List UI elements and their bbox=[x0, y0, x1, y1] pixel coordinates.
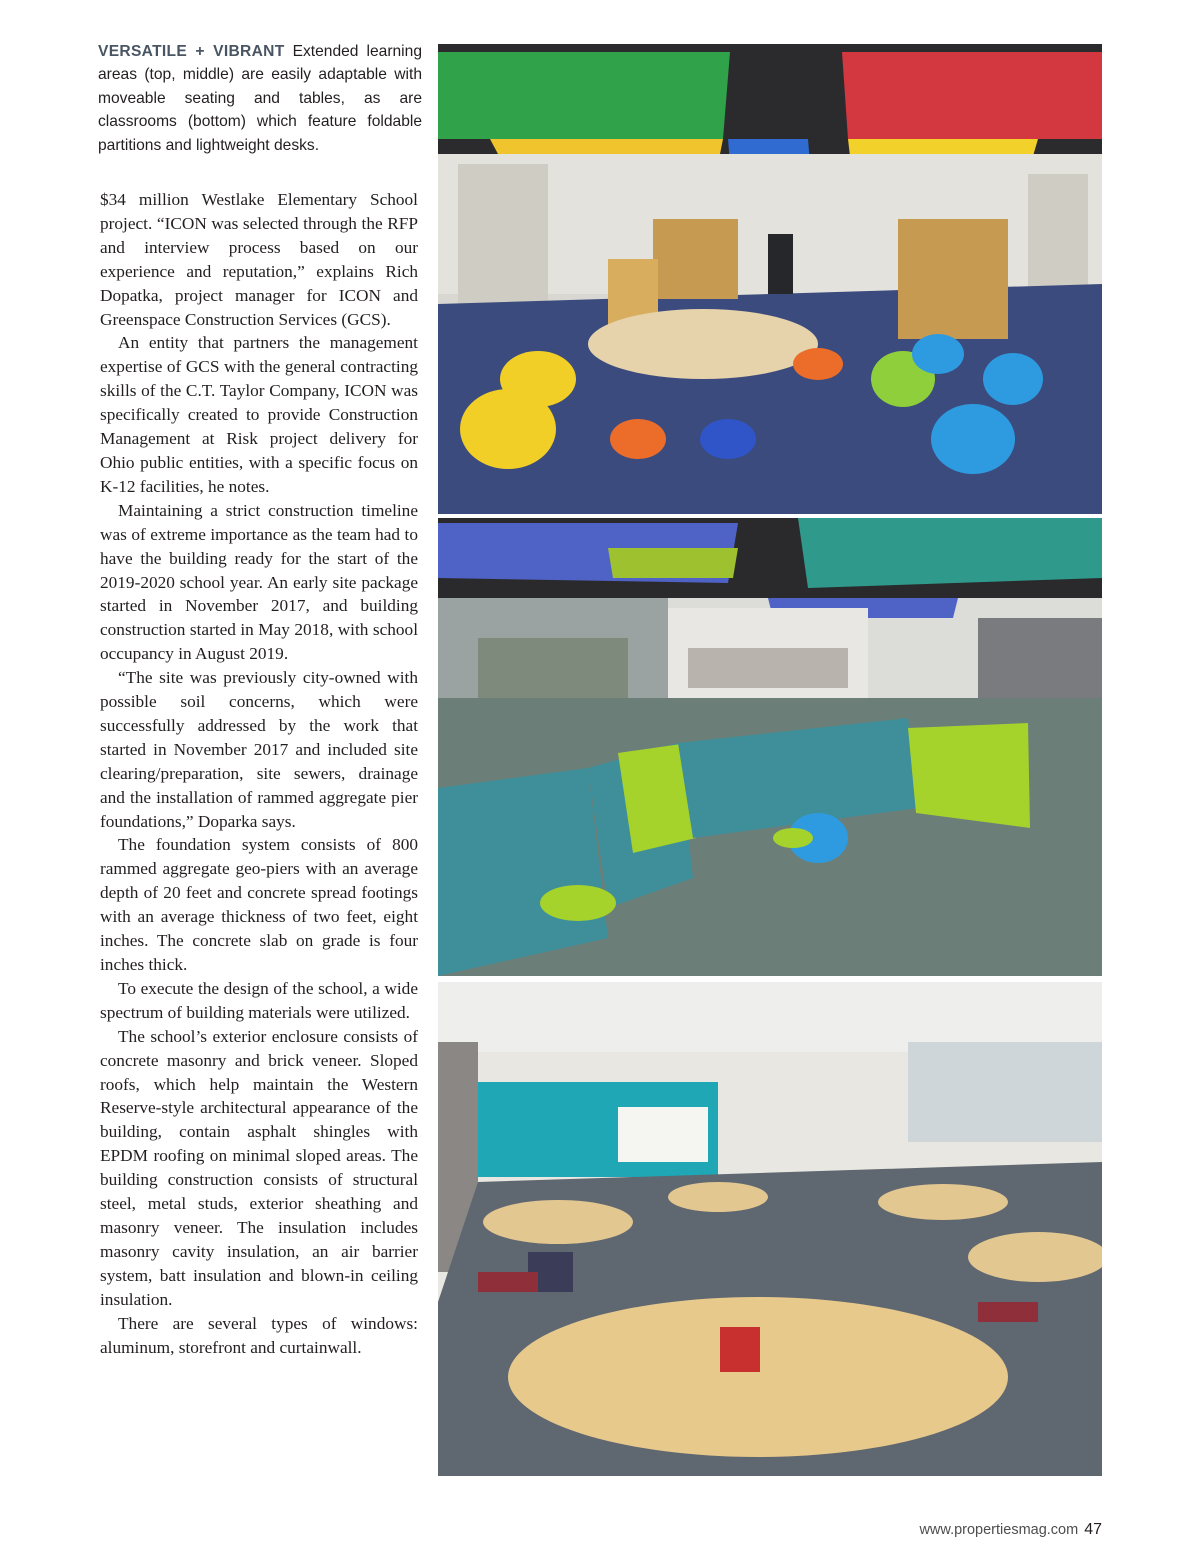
photo-extended-learning-area-middle bbox=[438, 518, 1102, 976]
photo-illustration bbox=[438, 518, 1102, 976]
article-paragraph: Maintaining a strict construction timeline was of extreme importance as the team had to have the building ready for the start of the 2019-2020 school year. An early site package started in November 2017, and building construction started in May 2018, with school occupancy in August 2019. bbox=[100, 500, 418, 664]
article-paragraph: There are several types of windows: aluminum, storefront and curtainwall. bbox=[100, 1313, 418, 1357]
photo-extended-learning-area-top bbox=[438, 44, 1102, 514]
article-paragraph: To execute the design of the school, a wide spectrum of building materials were utilized. bbox=[100, 978, 418, 1022]
page-number: 47 bbox=[1084, 1521, 1102, 1538]
photo-classroom-bottom bbox=[438, 982, 1102, 1476]
photo-illustration bbox=[438, 44, 1102, 514]
photo-illustration bbox=[438, 982, 1102, 1476]
article-paragraph: $34 million Westlake Elementary School project. “ICON was selected through the RFP and interview process based on our experience and reputation,” explains Rich Dopatka, project manager for ICON and Greenspace Construction Services (GCS). bbox=[100, 190, 418, 329]
page-footer bbox=[919, 1521, 1102, 1539]
caption-lead: VERSATILE + VIBRANT bbox=[98, 43, 285, 60]
photo-caption bbox=[98, 40, 422, 157]
caption-text: Extended learning areas (top, middle) are easily adaptable with moveable seating and tables, as are classrooms (bottom) which feature foldable partitions and lightweight desks. bbox=[98, 43, 422, 154]
article-paragraph: The foundation system consists of 800 rammed aggregate geo-piers with an average depth of 20 feet and concrete spread footings with an average thickness of two feet, eight inches. The concrete slab on grade is four inches thick. bbox=[100, 835, 418, 974]
article-paragraph: The school’s exterior enclosure consists of concrete masonry and brick veneer. Sloped roofs, which help maintain the Western Reserve-style architectural appearance of the building, contain asphalt shingles with EPDM roofing on minimal sloped areas. The building construction consists of structural steel, metal studs, exterior sheathing and masonry veneer. The insulation includes masonry cavity insulation, an air barrier system, batt insulation and blown-in ceiling insulation. bbox=[100, 1026, 418, 1309]
article-body bbox=[100, 188, 418, 1359]
footer-website: www.propertiesmag.com bbox=[919, 1522, 1079, 1538]
article-paragraph: An entity that partners the management expertise of GCS with the general contracting skills of the C.T. Taylor Company, ICON was specifically created to provide Construction Management at Risk project delivery for Ohio public entities, with a specific focus on K-12 facilities, he notes. bbox=[100, 333, 418, 496]
article-paragraph: “The site was previously city-owned with possible soil concerns, which were successfully addressed by the work that started in November 2017 and included site clearing/preparation, site sewers, drainage and the installation of rammed aggregate pier foundations,” Doparka says. bbox=[100, 668, 418, 831]
